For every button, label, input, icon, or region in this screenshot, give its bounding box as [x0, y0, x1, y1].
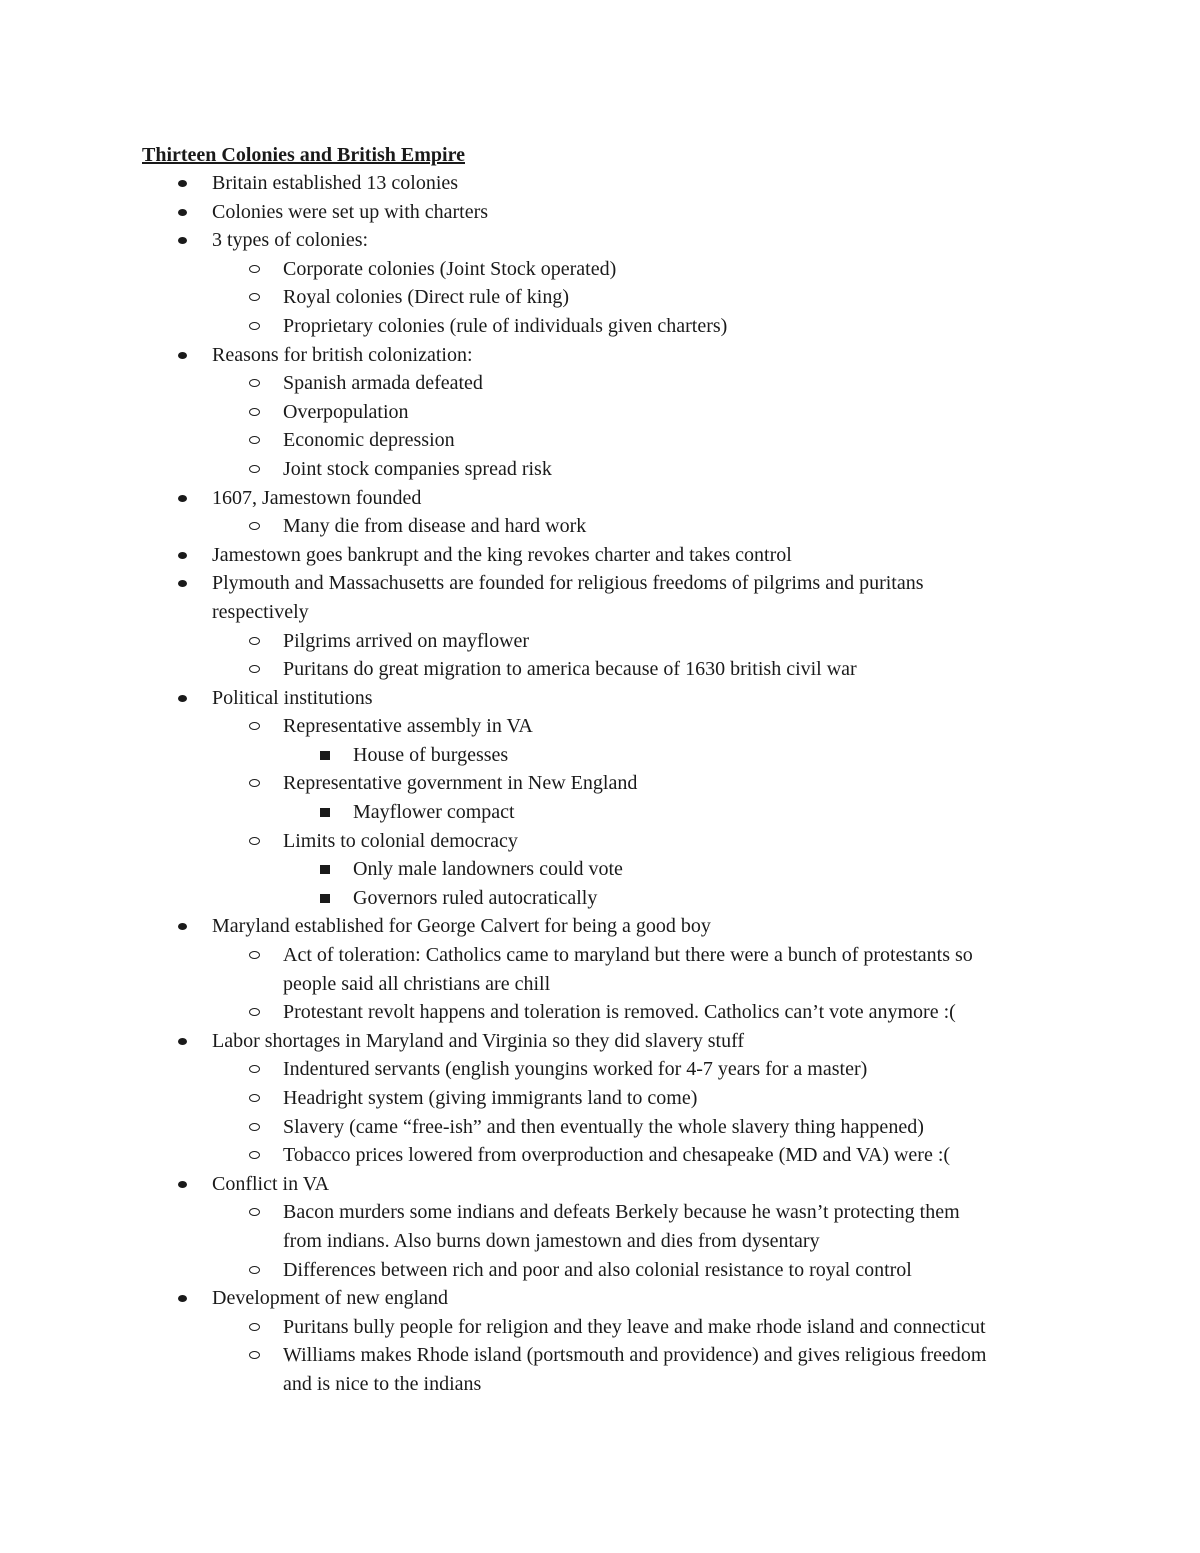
list-item-text: Representative government in New England [283, 772, 638, 795]
list-item-level-1 [0, 1027, 1200, 1056]
list-item-text: Reasons for british colonization: [212, 343, 473, 366]
list-item-text: Limits to colonial democracy [283, 829, 518, 852]
list-item-level-2 [0, 627, 1200, 656]
list-item-level-2 [0, 1313, 1200, 1342]
list-item-text: Puritans bully people for religion and they leave and make rhode island and connecticut [283, 1315, 986, 1338]
square-bullet-icon [318, 798, 334, 827]
list-item-text: Colonies were set up with charters [212, 200, 489, 223]
filled-bullet-icon [175, 912, 191, 941]
list-item-level-2 [0, 1084, 1200, 1113]
list-item-continuation [0, 598, 1200, 627]
list-item-level-2 [0, 283, 1200, 312]
list-item-text: Corporate colonies (Joint Stock operated) [283, 257, 617, 280]
list-item-level-1 [0, 1170, 1200, 1199]
list-item-text: people said all christians are chill [283, 972, 551, 995]
filled-bullet-icon [175, 1170, 191, 1199]
list-item-level-2 [0, 941, 1200, 970]
filled-bullet-icon [175, 1027, 191, 1056]
list-item-level-2 [0, 1141, 1200, 1170]
list-item-text: Development of new england [212, 1287, 449, 1310]
hollow-bullet-icon [247, 1256, 263, 1285]
list-item-continuation [0, 1227, 1200, 1256]
list-item-text: from indians. Also burns down jamestown and dies from dysentary [283, 1229, 820, 1252]
list-item-text: respectively [212, 600, 309, 623]
list-item-text: Protestant revolt happens and toleration is removed. Catholics can’t vote anymore :( [283, 1001, 956, 1024]
hollow-bullet-icon [247, 1198, 263, 1227]
list-item-text: House of burgesses [353, 743, 509, 766]
list-item-text: Britain established 13 colonies [212, 172, 459, 194]
hollow-bullet-icon [247, 455, 263, 484]
list-item-level-1 [0, 569, 1200, 598]
list-item-text: Spanish armada defeated [283, 372, 483, 395]
list-item-text: Proprietary colonies (rule of individuals given charters) [283, 314, 728, 337]
list-item-text: Economic depression [283, 429, 455, 452]
hollow-bullet-icon [247, 426, 263, 455]
list-item-level-1 [0, 169, 1200, 198]
filled-bullet-icon [175, 541, 191, 570]
filled-bullet-icon [175, 226, 191, 255]
list-item-level-2 [0, 369, 1200, 398]
list-item-level-1 [0, 912, 1200, 941]
hollow-bullet-icon [247, 1113, 263, 1142]
list-item-text: Pilgrims arrived on mayflower [283, 629, 530, 652]
list-item-level-1 [0, 484, 1200, 513]
list-item-level-1 [0, 684, 1200, 713]
hollow-bullet-icon [247, 712, 263, 741]
list-item-level-2 [0, 455, 1200, 484]
list-item-text: Williams makes Rhode island (portsmouth and providence) and gives religious freedom [283, 1344, 987, 1367]
list-item-level-3 [0, 855, 1200, 884]
filled-bullet-icon [175, 198, 191, 227]
list-item-text: 3 types of colonies: [212, 229, 369, 252]
list-item-level-1 [0, 226, 1200, 255]
list-item-text: Maryland established for George Calvert for being a good boy [212, 915, 711, 938]
square-bullet-icon [318, 884, 334, 913]
list-item-text: Mayflower compact [353, 801, 515, 824]
hollow-bullet-icon [247, 255, 263, 284]
list-item-continuation [0, 1370, 1200, 1399]
filled-bullet-icon [175, 1284, 191, 1313]
hollow-bullet-icon [247, 769, 263, 798]
hollow-bullet-icon [247, 512, 263, 541]
list-item-text: Bacon murders some indians and defeats Berkely because he wasn’t protecting them [283, 1201, 960, 1224]
filled-bullet-icon [175, 569, 191, 598]
hollow-bullet-icon [247, 398, 263, 427]
hollow-bullet-icon [247, 1313, 263, 1342]
hollow-bullet-icon [247, 1055, 263, 1084]
hollow-bullet-icon [247, 369, 263, 398]
square-bullet-icon [318, 741, 334, 770]
list-item-text: Jamestown goes bankrupt and the king revokes charter and takes control [212, 543, 792, 566]
list-item-level-2 [0, 655, 1200, 684]
list-item-level-1 [0, 341, 1200, 370]
list-item-text: Political institutions [212, 686, 373, 709]
hollow-bullet-icon [247, 655, 263, 684]
filled-bullet-icon [175, 484, 191, 513]
list-item-text: Act of toleration: Catholics came to maryland but there were a bunch of protestants so [283, 944, 973, 967]
list-item-level-2 [0, 1341, 1200, 1370]
list-item-level-2 [0, 312, 1200, 341]
list-item-level-3 [0, 741, 1200, 770]
hollow-bullet-icon [247, 827, 263, 856]
hollow-bullet-icon [247, 283, 263, 312]
list-item-text: Indentured servants (english youngins worked for 4-7 years for a master) [283, 1058, 868, 1081]
list-item-level-2 [0, 426, 1200, 455]
list-item-text: Labor shortages in Maryland and Virginia so they did slavery stuff [212, 1029, 745, 1052]
list-item-text: 1607, Jamestown founded [212, 486, 422, 509]
hollow-bullet-icon [247, 941, 263, 970]
list-item-continuation [0, 970, 1200, 999]
document-title: Thirteen Colonies and British Empire [142, 144, 465, 166]
list-item-level-3 [0, 798, 1200, 827]
list-item-text: Tobacco prices lowered from overproduction and chesapeake (MD and VA) were :( [283, 1144, 951, 1167]
list-item-level-1 [0, 541, 1200, 570]
list-item-level-2 [0, 512, 1200, 541]
notes-list [0, 169, 1200, 1399]
hollow-bullet-icon [247, 1141, 263, 1170]
list-item-level-2 [0, 1055, 1200, 1084]
list-item-level-2 [0, 769, 1200, 798]
filled-bullet-icon [175, 341, 191, 370]
list-item-text: and is nice to the indians [283, 1372, 482, 1395]
list-item-level-2 [0, 1256, 1200, 1285]
hollow-bullet-icon [247, 1341, 263, 1370]
hollow-bullet-icon [247, 1084, 263, 1113]
list-item-level-1 [0, 198, 1200, 227]
list-item-text: Many die from disease and hard work [283, 515, 587, 538]
filled-bullet-icon [175, 684, 191, 713]
list-item-level-1 [0, 1284, 1200, 1313]
list-item-level-2 [0, 712, 1200, 741]
list-item-text: Only male landowners could vote [353, 858, 623, 881]
list-item-level-3 [0, 884, 1200, 913]
list-item-text: Representative assembly in VA [283, 715, 533, 738]
list-item-level-2 [0, 1198, 1200, 1227]
list-item-text: Headright system (giving immigrants land to come) [283, 1087, 698, 1109]
list-item-text: Puritans do great migration to america because of 1630 british civil war [283, 658, 857, 681]
hollow-bullet-icon [247, 312, 263, 341]
list-item-text: Plymouth and Massachusetts are founded for religious freedoms of pilgrims and puritans [212, 572, 924, 595]
list-item-level-2 [0, 1113, 1200, 1142]
list-item-level-2 [0, 398, 1200, 427]
list-item-text: Royal colonies (Direct rule of king) [283, 286, 570, 309]
filled-bullet-icon [175, 169, 191, 198]
list-item-text: Joint stock companies spread risk [283, 457, 552, 480]
list-item-text: Slavery (came “free-ish” and then eventually the whole slavery thing happened) [283, 1115, 924, 1138]
list-item-level-2 [0, 998, 1200, 1027]
hollow-bullet-icon [247, 627, 263, 656]
list-item-level-2 [0, 255, 1200, 284]
square-bullet-icon [318, 855, 334, 884]
hollow-bullet-icon [247, 998, 263, 1027]
list-item-text: Differences between rich and poor and also colonial resistance to royal control [283, 1258, 912, 1281]
list-item-level-2 [0, 827, 1200, 856]
list-item-text: Conflict in VA [212, 1172, 330, 1195]
list-item-text: Governors ruled autocratically [353, 886, 598, 909]
list-item-text: Overpopulation [283, 400, 409, 423]
